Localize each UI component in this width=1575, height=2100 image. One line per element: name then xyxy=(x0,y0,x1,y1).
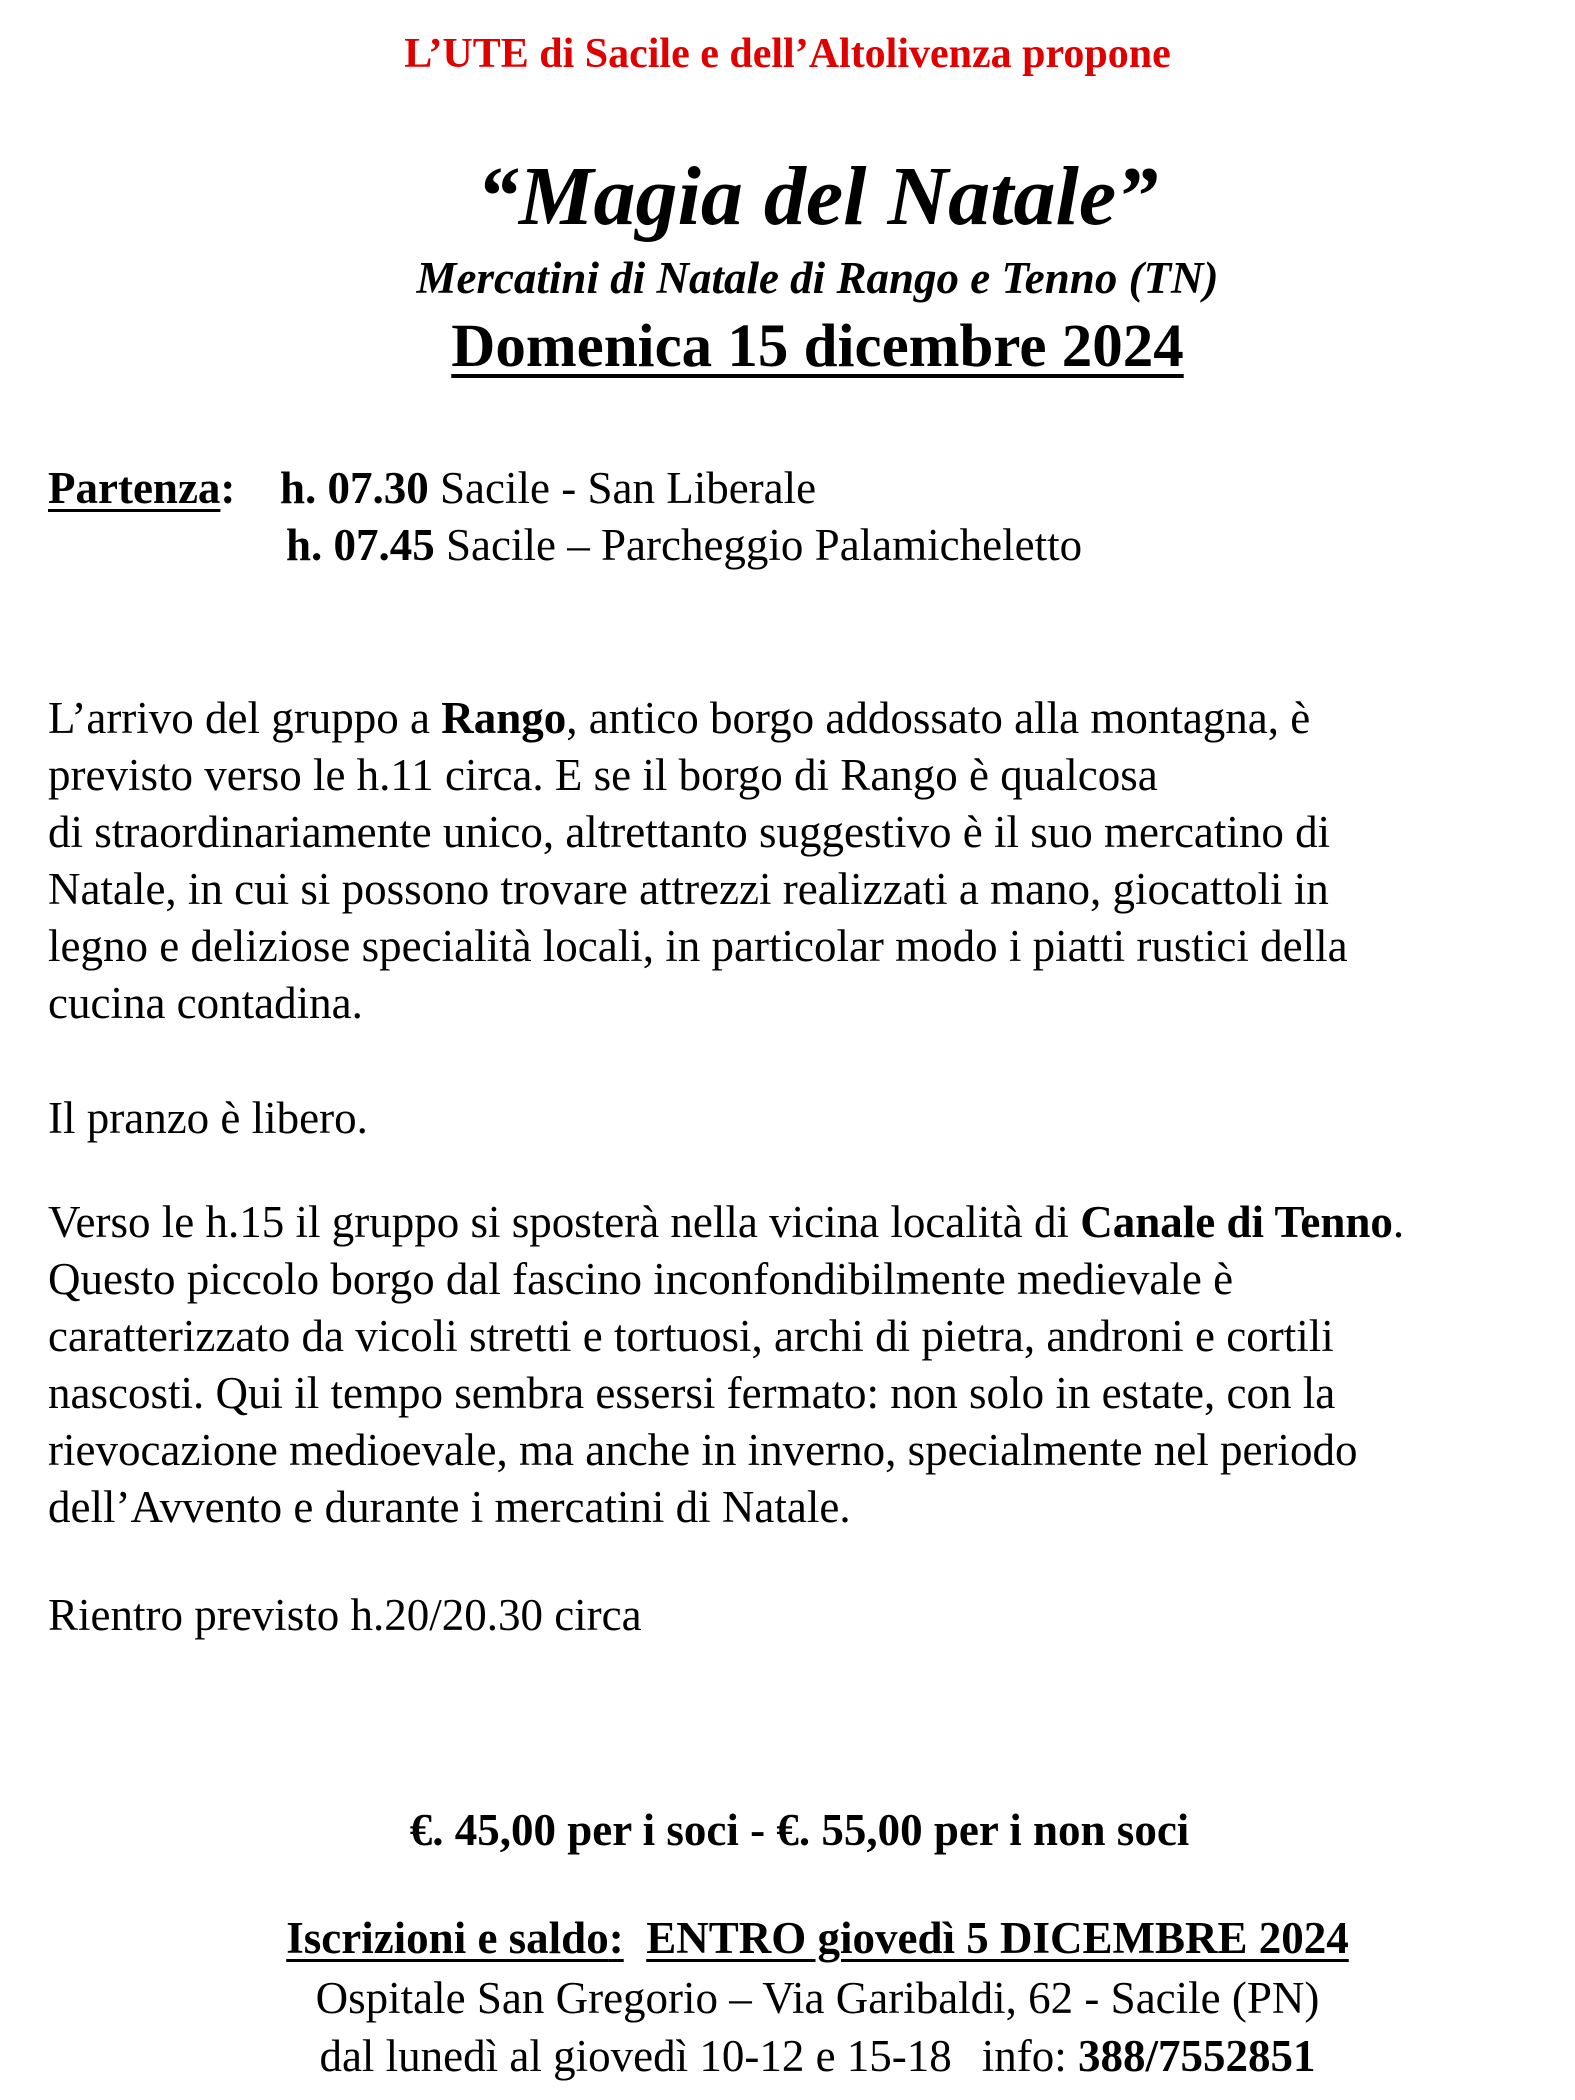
paragraph-line: previsto verso le h.11 circa. E se il borgo di Rango è qualcosa xyxy=(48,750,1158,800)
text-span: L’arrivo del gruppo a xyxy=(48,693,442,743)
presenter-line: L’UTE di Sacile e dell’Altolivenza propone xyxy=(404,31,1171,77)
phone-number: 388/7552851 xyxy=(1078,2031,1316,2081)
paragraph-line: caratterizzato da vicoli stretti e tortuosi, archi di pietra, androni e cortili xyxy=(48,1311,1334,1361)
departure-label: Partenza: xyxy=(48,463,236,513)
paragraph-line xyxy=(48,690,1568,747)
paragraph-lunch xyxy=(48,1090,1568,1147)
paragraph-line: Rientro previsto h.20/20.30 circa xyxy=(48,1590,642,1640)
paragraph-rango xyxy=(48,690,1568,1032)
price-line: €. 45,00 per i soci - €. 55,00 per i non soci xyxy=(409,1805,1190,1855)
departure-place: Sacile – Parcheggio Palamicheletto xyxy=(434,520,1083,570)
place-name-rango: Rango xyxy=(441,693,567,743)
departure-stop-1 xyxy=(280,462,816,514)
paragraph-line: dell’Avvento e durante i mercatini di Natale. xyxy=(48,1482,851,1532)
paragraph-line: di straordinariamente unico, altrettanto suggestivo è il suo mercatino di xyxy=(48,807,1331,857)
registration-colon: : xyxy=(608,1913,624,1963)
paragraph-line: Questo piccolo borgo dal fascino inconfondibilmente medievale è xyxy=(48,1254,1234,1304)
registration-deadline: ENTRO giovedì 5 DICEMBRE 2024 xyxy=(646,1913,1349,1963)
text-span: , antico borgo addossato alla montagna, è xyxy=(566,693,1311,743)
paragraph-line: cucina contadina. xyxy=(48,978,363,1028)
hours-line xyxy=(30,2030,1575,2082)
event-date: Domenica 15 dicembre 2024 xyxy=(451,313,1184,380)
paragraph-line: Il pranzo è libero. xyxy=(48,1093,368,1143)
address-line: Ospitale San Gregorio – Via Garibaldi, 62 - Sacile (PN) xyxy=(315,1973,1320,2023)
event-title: “Magia del Natale” xyxy=(476,150,1159,243)
paragraph-line: rievocazione medioevale, ma anche in inverno, specialmente nel periodo xyxy=(48,1425,1358,1475)
paragraph-line: Natale, in cui si possono trovare attrezzi realizzati a mano, giocattoli in xyxy=(48,864,1329,914)
registration-label: Iscrizioni e saldo xyxy=(286,1913,609,1963)
registration-line xyxy=(30,1912,1575,1964)
departure-stop-2 xyxy=(286,519,1082,571)
info-label: info: xyxy=(981,2031,1079,2081)
place-name-canale-di-tenno: Canale di Tenno xyxy=(1080,1197,1393,1247)
paragraph-line: nascosti. Qui il tempo sembra essersi fermato: non solo in estate, con la xyxy=(48,1368,1336,1418)
text-span: Verso le h.15 il gruppo si sposterà nella vicina località di xyxy=(48,1197,1081,1247)
paragraph-line xyxy=(48,1194,1568,1251)
departure-time: h. 07.30 xyxy=(280,463,429,513)
paragraph-line: legno e deliziose specialità locali, in particolar modo i piatti rustici della xyxy=(48,921,1348,971)
event-subtitle: Mercatini di Natale di Rango e Tenno (TN) xyxy=(416,253,1219,303)
departure-label-text: Partenza xyxy=(48,463,221,513)
paragraph-return xyxy=(48,1587,1568,1644)
paragraph-tenno xyxy=(48,1194,1568,1536)
office-hours: dal lunedì al giovedì 10-12 e 15-18 xyxy=(319,2031,952,2081)
text-span: . xyxy=(1392,1197,1405,1247)
departure-time: h. 07.45 xyxy=(286,520,435,570)
departure-place: Sacile - San Liberale xyxy=(428,463,817,513)
